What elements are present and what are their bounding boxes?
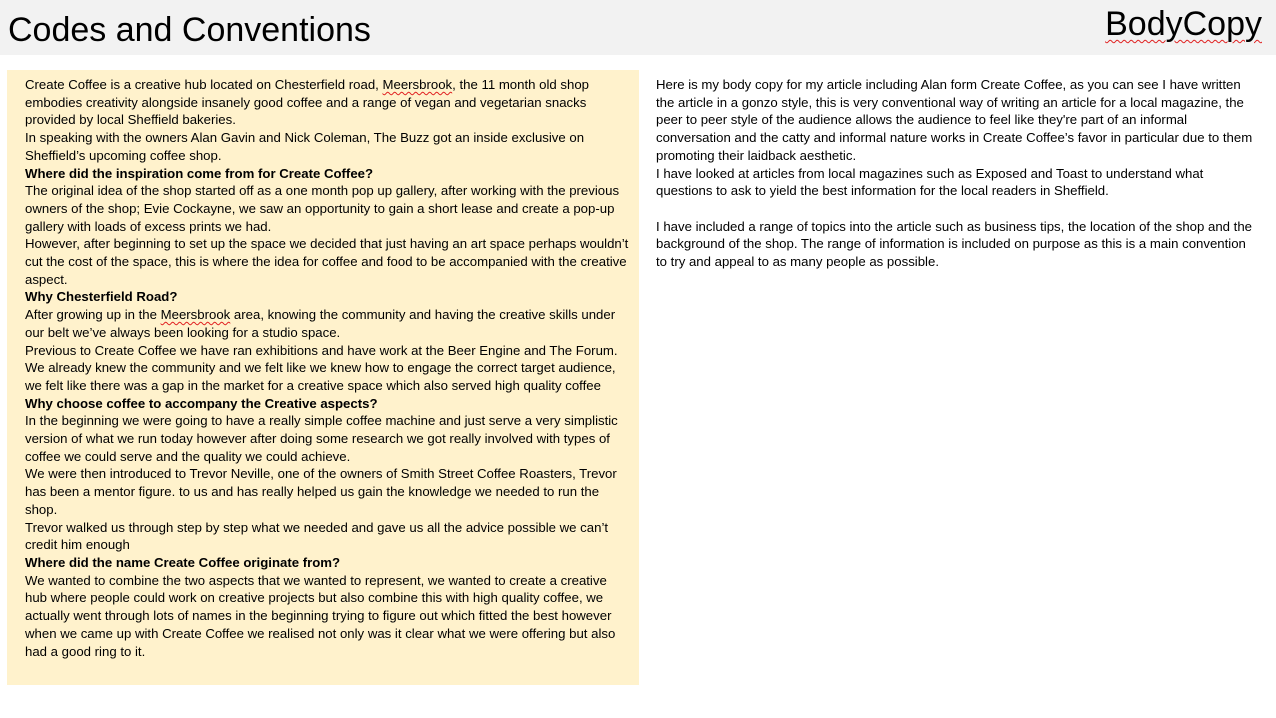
answer-3-paragraph-3: Trevor walked us through step by step what we needed and gave us all the advice possible we can’t credit him enough (25, 519, 609, 553)
answer-3-paragraph-1: In the beginning we were going to have a really simple coffee machine and just serve a very simplistic version of what we run today however after doing some research we got really involved with types of coffee we could serve and the quality we could achieve. (25, 413, 618, 464)
interview-question-2: Why Chesterfield Road? (25, 289, 178, 305)
answer-1-paragraph-2: However, after beginning to set up the space we decided that just having an art space perhaps wouldn’t cut the cost of the space, this is where the idea for coffee and food to be accompanied with the creative aspect. (25, 236, 629, 287)
slide-header (0, 0, 1276, 55)
answer-2-paragraph-1 (25, 306, 631, 341)
interview-question-1: Where did the inspiration come from for Create Coffee? (25, 165, 374, 181)
answer-2-text-end: area, knowing the community and having the creative skills under our belt we’ve always been looking for a studio space. (25, 307, 616, 340)
intro-text-end: , the 11 month old shop embodies creativity alongside insanely good coffee and a range of vegan and vegetarian snacks provided by local Sheffield bakeries. (25, 77, 589, 128)
spellcheck-flagged-word: Meersbrook (382, 77, 453, 92)
article-lead-paragraph: In speaking with the owners Alan Gavin and Nick Coleman, The Buzz got an inside exclusive on Sheffield’s upcoming coffee shop. (25, 130, 585, 163)
article-intro-paragraph (25, 76, 631, 129)
interview-question-4: Where did the name Create Coffee originate from? (25, 554, 341, 570)
answer-3-paragraph-2: We were then introduced to Trevor Neville, one of the owners of Smith Street Coffee Roasters, Trevor has been a mentor figure. to us and has really helped us gain the knowledge we needed to run the shop. (25, 466, 617, 517)
answer-1-paragraph-1: The original idea of the shop started off as a one month pop up gallery, after working with the previous owners of the shop; Evie Cockayne, we saw an opportunity to gain a short lease and create a pop-up gallery with loads of excess prints we had. (25, 183, 620, 234)
commentary-paragraph-2: I have looked at articles from local magazines such as Exposed and Toast to understand what questions to ask to yield the best information for the local readers in Sheffield. (656, 165, 1204, 199)
commentary-paragraph-1: Here is my body copy for my article including Alan form Create Coffee, as you can see I have written the article in a gonzo style, this is very conventional way of writing an article for a local magazine, the peer to peer style of the audience allows the audience to feel like they're part of an informal conversation and the catty and informal nature works in Create Coffee’s favor in particular due to them promoting their laidback aesthetic. (656, 77, 1253, 163)
article-body-copy (7, 70, 639, 685)
slide-title: Codes and Conventions (8, 11, 371, 49)
commentary-paragraph-3: I have included a range of topics into the article such as business tips, the location of the shop and the background of the shop. The range of information is included on purpose as this is a main convention to try and appeal to as many people as possible. (656, 218, 1253, 270)
commentary-text (656, 76, 1256, 271)
intro-text-start: Create Coffee is a creative hub located on Chesterfield road, (25, 77, 383, 92)
spellcheck-flagged-word: Meersbrook (160, 307, 231, 323)
answer-2-text-start: After growing up in the (25, 307, 161, 323)
body-copy-label: BodyCopy (1105, 5, 1262, 43)
interview-question-3: Why choose coffee to accompany the Creative aspects? (25, 395, 378, 411)
answer-2-paragraph-2: Previous to Create Coffee we have ran exhibitions and have work at the Beer Engine and The Forum. We already knew the community and we felt like we knew how to engage the correct target audience, we felt like there was a gap in the market for a creative space which also served high quality coffee (25, 342, 618, 393)
answer-4-paragraph-1: We wanted to combine the two aspects that we wanted to represent, we wanted to create a creative hub where people could work on creative projects but also combine this with high quality coffee, we actually went through lots of names in the beginning trying to figure out which fitted the best however when we came up with Create Coffee we realised not only was it clear what we were offering but also had a good ring to it. (25, 572, 616, 659)
